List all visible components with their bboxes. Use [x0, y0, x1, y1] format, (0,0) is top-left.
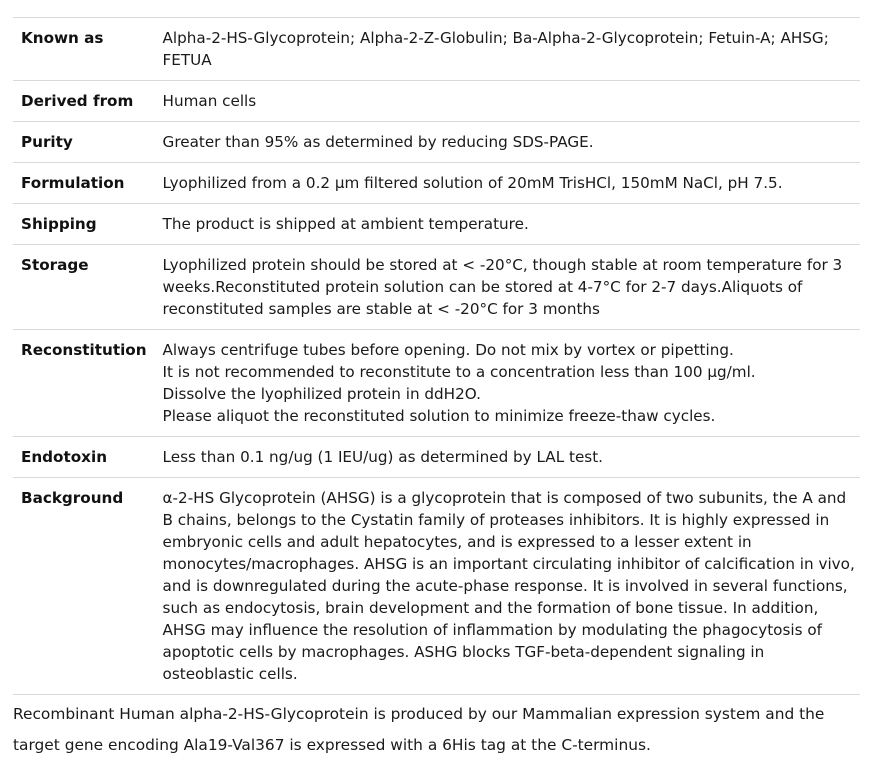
product-spec-table	[13, 17, 860, 695]
spec-label: Known as	[13, 18, 155, 81]
spec-value	[155, 478, 860, 695]
spec-label: Background	[13, 478, 155, 695]
spec-value	[155, 437, 860, 478]
spec-row	[13, 330, 860, 437]
spec-value	[155, 122, 860, 163]
spec-value-line: Lyophilized from a 0.2 μm filtered solution of 20mM TrisHCl, 150mM NaCl, pH 7.5.	[162, 174, 783, 192]
spec-row	[13, 245, 860, 330]
spec-value-line: The product is shipped at ambient temperature.	[162, 215, 529, 233]
spec-label: Formulation	[13, 163, 155, 204]
spec-label: Purity	[13, 122, 155, 163]
spec-value-line: Alpha-2-HS-Glycoprotein; Alpha-2-Z-Globulin; Ba-Alpha-2-Glycoprotein; Fetuin-A; AHSG; FETUA	[162, 29, 829, 69]
spec-value-line: Lyophilized protein should be stored at < -20°C, though stable at room temperature for 3 weeks.Reconstituted protein solution can be stored at 4-7°C for 2-7 days.Aliquots of reconstituted samples are stable at < -20°C for 3 months	[162, 256, 843, 318]
spec-value	[155, 330, 860, 437]
spec-label: Shipping	[13, 204, 155, 245]
spec-row	[13, 122, 860, 163]
spec-value-line: Always centrifuge tubes before opening. Do not mix by vortex or pipetting.	[162, 341, 734, 359]
spec-row	[13, 163, 860, 204]
spec-value	[155, 245, 860, 330]
spec-value-line: Greater than 95% as determined by reducing SDS-PAGE.	[162, 133, 594, 151]
spec-value	[155, 81, 860, 122]
spec-label: Storage	[13, 245, 155, 330]
spec-label: Endotoxin	[13, 437, 155, 478]
spec-value-line: It is not recommended to reconstitute to a concentration less than 100 μg/ml.	[162, 363, 756, 381]
spec-row	[13, 478, 860, 695]
spec-value	[155, 18, 860, 81]
spec-value-line: Less than 0.1 ng/ug (1 IEU/ug) as determined by LAL test.	[162, 448, 603, 466]
spec-value-line: Please aliquot the reconstituted solution to minimize freeze-thaw cycles.	[162, 407, 716, 425]
spec-value-line: α-2-HS Glycoprotein (AHSG) is a glycoprotein that is composed of two subunits, the A and B chains, belongs to the Cystatin family of proteases inhibitors. It is highly expressed in embryonic cells and adult hepatocytes, and is expressed to a lesser extent in monocytes/macrophages. AHSG is an important circulating inhibitor of calcification in vivo, and is downregulated during the acute-phase response. It is involved in several functions, such as endocytosis, brain development and the formation of bone tissue. In addition, AHSG may influence the resolution of inflammation by modulating the phagocytosis of apoptotic cells by macrophages. ASHG blocks TGF-beta-dependent signaling in osteoblastic cells.	[162, 489, 855, 683]
spec-row	[13, 204, 860, 245]
spec-value	[155, 204, 860, 245]
spec-label: Derived from	[13, 81, 155, 122]
spec-row	[13, 437, 860, 478]
spec-row	[13, 18, 860, 81]
spec-table-body	[13, 18, 860, 695]
spec-label: Reconstitution	[13, 330, 155, 437]
spec-row	[13, 81, 860, 122]
product-description: Recombinant Human alpha-2-HS-Glycoprotein is produced by our Mammalian expression system and the target gene encoding Ala19-Val367 is expressed with a 6His tag at the C-terminus.	[13, 705, 825, 754]
spec-value	[155, 163, 860, 204]
spec-value-line: Dissolve the lyophilized protein in ddH2O.	[162, 385, 481, 403]
spec-value-line: Human cells	[162, 92, 257, 110]
